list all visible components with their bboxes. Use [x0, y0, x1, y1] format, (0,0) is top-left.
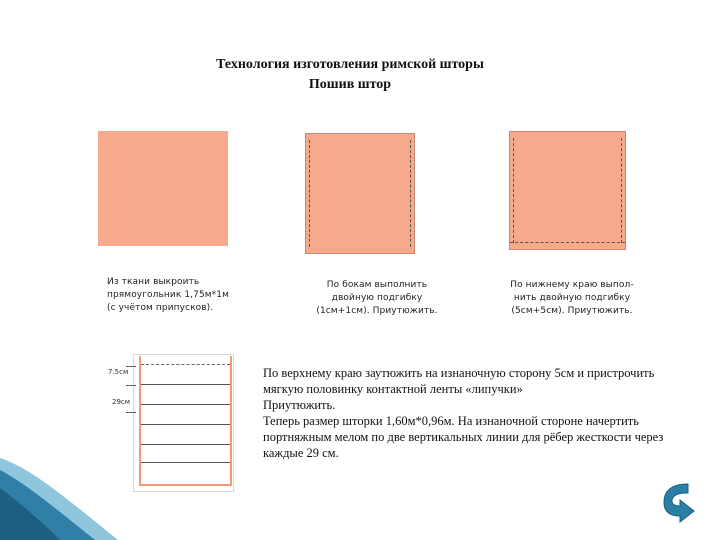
caption-line: Из ткани выкроить	[107, 277, 200, 287]
caption-line: прямоугольник 1,75м*1м	[107, 290, 229, 300]
side-hem-left-stitch	[309, 140, 310, 247]
step-3-caption	[507, 279, 637, 318]
step-2-caption	[312, 279, 442, 318]
step-1-caption	[107, 276, 257, 315]
caption-line: (5см+5см). Приутюжить.	[511, 306, 633, 316]
stiffener-rib-line	[141, 462, 230, 463]
dimension-tick	[126, 385, 136, 386]
dimension-label-top: 7.5см	[108, 368, 129, 376]
wave-decoration-icon	[0, 448, 120, 540]
dimension-label-mid: 29см	[112, 398, 131, 406]
side-hem-left-stitch	[513, 138, 514, 243]
caption-line: По нижнему краю выпол-	[510, 280, 634, 290]
dimension-tick	[126, 366, 136, 367]
blind-diagram	[139, 356, 232, 486]
stiffener-rib-line	[141, 404, 230, 405]
instruction-line: портняжным мелом по две вертикальных линии для рёбер жесткости через	[263, 430, 664, 444]
stiffener-rib-line	[141, 424, 230, 425]
fabric-rectangle-step-1	[98, 131, 228, 246]
instruction-line: Теперь размер шторки 1,60м*0,96м. На изнаночной стороне начертить	[263, 414, 639, 428]
caption-line: (1см+1см). Приутюжить.	[316, 306, 438, 316]
instruction-line: Приутюжить.	[263, 398, 336, 412]
stiffener-rib-line	[141, 444, 230, 445]
u-turn-arrow-icon[interactable]	[658, 478, 700, 524]
title-line-2: Пошив штор	[308, 77, 392, 92]
side-hem-right-stitch	[410, 140, 411, 247]
caption-line: двойную подгибку	[331, 293, 423, 303]
caption-line: нить двойную подгибку	[513, 293, 631, 303]
caption-line: По бокам выполнить	[326, 280, 428, 290]
fabric-rectangle-step-2	[305, 133, 415, 254]
fabric-rectangle-step-3	[509, 131, 626, 250]
caption-line: (с учётом припусков).	[107, 303, 214, 313]
instruction-line: мягкую половинку контактной ленты «липучки»	[263, 382, 523, 396]
instruction-line: По верхнему краю заутюжить на изнаночную сторону 5см и пристрочить	[263, 366, 655, 380]
instructions-text	[263, 365, 718, 461]
dimension-tick	[126, 412, 136, 413]
bottom-hem-stitch	[510, 242, 625, 243]
slide-title	[150, 55, 550, 95]
title-line-1: Технология изготовления римской шторы	[216, 57, 484, 72]
top-hem-stitch	[141, 356, 230, 365]
stiffener-rib-line	[141, 384, 230, 385]
side-hem-right-stitch	[621, 138, 622, 243]
instruction-line: каждые 29 см.	[263, 446, 339, 460]
